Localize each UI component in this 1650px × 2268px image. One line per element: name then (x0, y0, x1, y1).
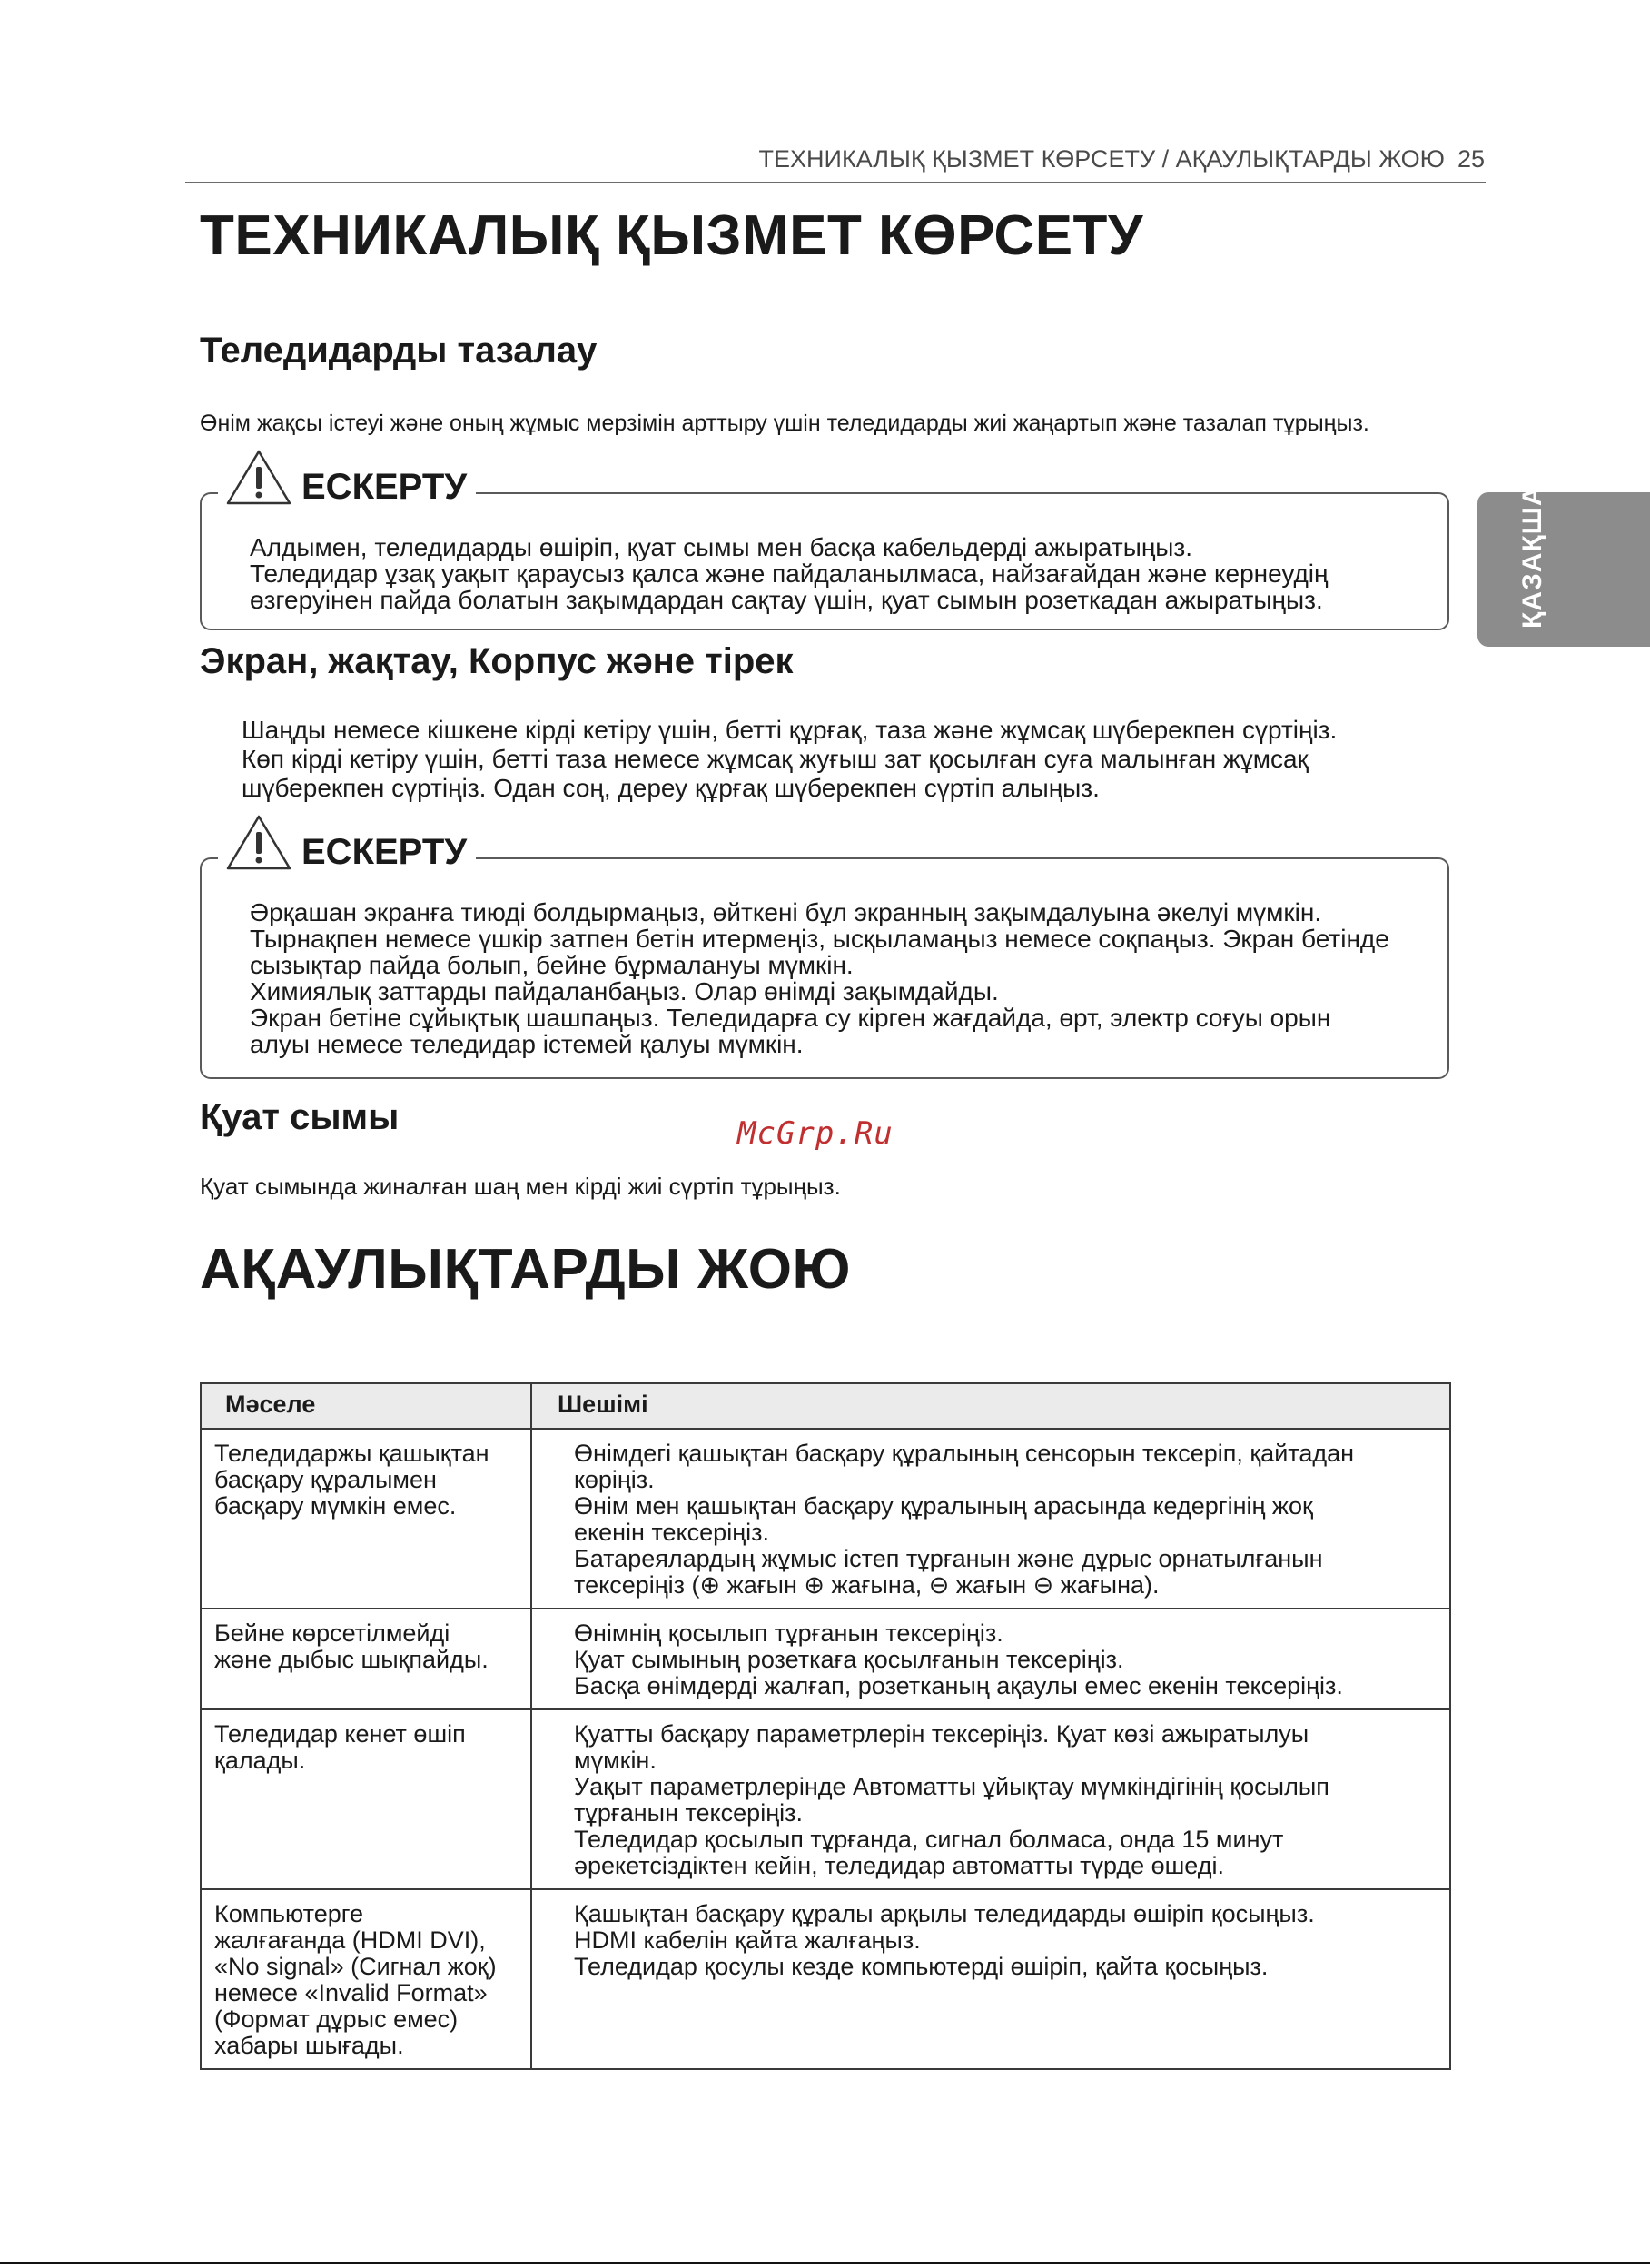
screen-title: Экран, жақтау, Корпус және тірек (200, 641, 794, 681)
screen-line: шүберекпен сүртіңіз. Одан соң, дереу құрғақ шүберекпен сүртіп алыңыз. (242, 774, 1100, 802)
running-header (759, 145, 1485, 173)
column-header-problem: Мәселе (201, 1383, 531, 1429)
problem-line: Компьютерге (214, 1900, 364, 1927)
watermark: McGrp.Ru (737, 1115, 894, 1152)
caution-2-line: Тырнақпен немесе үшкір затпен бетін итермеңіз, ысқыламаңыз немесе соқпаңыз. Экран бетінде (250, 925, 1389, 953)
solution-line: Қуатты басқару параметрлерін тексеріңіз. Қуат көзі ажыратылуы (574, 1720, 1309, 1748)
power-cord-text: Қуат сымында жиналған шаң мен кірді жиі сүртіп тұрыңыз. (200, 1173, 841, 1200)
caution-text-2 (250, 899, 1439, 1057)
solution-line: мүмкін. (574, 1747, 657, 1774)
maintenance-title: ТЕХНИКАЛЫҚ ҚЫЗМЕТ КӨРСЕТУ (200, 204, 1143, 267)
problem-cell (201, 1889, 531, 2069)
problem-line: Теледидар кенет өшіп (214, 1720, 466, 1748)
solution-cell (531, 1709, 1450, 1889)
caution-text-1 (250, 534, 1430, 613)
solution-cell (531, 1889, 1450, 2069)
warning-triangle-icon (225, 449, 292, 507)
solution-line: Өнім мен қашықтан басқару құралының арасында кедергінің жоқ (574, 1492, 1313, 1520)
caution-1-line: өзгеруінен пайда болатын зақымдардан сақтау үшін, қуат сымын розеткадан ажыратыңыз. (250, 586, 1323, 614)
problem-line: немесе «Invalid Format» (214, 1979, 488, 2006)
problem-line: хабары шығады. (214, 2032, 404, 2059)
language-tab-label: ҚАЗАҚША (1517, 485, 1547, 629)
language-tab (1477, 485, 1650, 647)
caution-2-line: Химиялық заттарды пайдаланбаңыз. Олар өнімді зақымдайды. (250, 977, 999, 1005)
problem-line: және дыбыс шықпайды. (214, 1646, 489, 1673)
power-cord-title: Қуат сымы (200, 1097, 400, 1137)
problem-cell (201, 1429, 531, 1609)
caution-2-line: алуы немесе теледидар істемей қалуы мүмкін. (250, 1030, 804, 1058)
caution-2-line: Әрқашан экранға тиюді болдырмаңыз, өйткені бұл экранның зақымдалуына әкелуі мүмкін. (250, 898, 1322, 926)
table-row (201, 1709, 1450, 1889)
troubleshooting-table (200, 1382, 1451, 2070)
caution-1-line: Алдымен, теледидарды өшіріп, қуат сымы мен басқа кабельдерді ажыратыңыз. (250, 533, 1193, 561)
solution-line: Теледидар қосылып тұрғанда, сигнал болмаса, онда 15 минут (574, 1826, 1284, 1853)
cleaning-title: Теледидарды тазалау (200, 331, 598, 371)
problem-line: «No signal» (Сигнал жоқ) (214, 1953, 497, 1980)
solution-line: екенін тексеріңіз. (574, 1519, 769, 1546)
caution-2-line: Экран бетіне сұйықтық шашпаңыз. Теледидарға су кірген жағдайда, өрт, электр соғуы орын (250, 1004, 1331, 1032)
caution-label-2: ЕСКЕРТУ (301, 832, 468, 872)
screen-text (242, 716, 1458, 803)
problem-line: жалғағанда (HDMI DVI), (214, 1926, 486, 1954)
problem-line: қалады. (214, 1747, 306, 1774)
solution-line: Қашықтан басқару құралы арқылы теледидарды өшіріп қосыңыз. (574, 1900, 1315, 1927)
solution-line: Теледидар қосулы кезде компьютерді өшіріп, қайта қосыңыз. (574, 1953, 1269, 1980)
solution-cell (531, 1609, 1450, 1709)
troubleshooting-title: АҚАУЛЫҚТАРДЫ ЖОЮ (200, 1238, 851, 1301)
problem-line: Теледидаржы қашықтан (214, 1440, 489, 1467)
cleaning-intro: Өнім жақсы істеуі және оның жұмыс мерзімін арттыру үшін теледидарды жиі жаңартып және тазалап тұрыңыз. (200, 411, 1369, 436)
solution-line: Өнімнің қосылып тұрғанын тексеріңіз. (574, 1619, 1003, 1647)
solution-line: Өнімдегі қашықтан басқару құралының сенсорын тексеріп, қайтадан (574, 1440, 1355, 1467)
caution-title-1 (218, 449, 476, 507)
solution-line: көріңіз. (574, 1466, 655, 1493)
problem-line: басқару мүмкін емес. (214, 1492, 457, 1520)
caution-title-2 (218, 814, 476, 872)
solution-line: Басқа өнімдерді жалғап, розетканың ақаулы емес екенін тексеріңіз. (574, 1672, 1343, 1699)
solution-cell (531, 1429, 1450, 1609)
table-row (201, 1429, 1450, 1609)
solution-line: Батареялардың жұмыс істеп тұрғанын және дұрыс орнатылғанын (574, 1545, 1323, 1572)
footer-rule (0, 2262, 1650, 2264)
solution-line: Уақыт параметрлерінде Автоматты ұйықтау мүмкіндігінің қосылып (574, 1773, 1329, 1800)
caution-1-line: Теледидар ұзақ уақыт қараусыз қалса және пайдаланылмаса, найзағайдан және кернеудің (250, 560, 1329, 588)
solution-line: тұрғанын тексеріңіз. (574, 1799, 803, 1827)
solution-line: HDMI кабелін қайта жалғаңыз. (574, 1926, 921, 1954)
warning-triangle-icon (225, 814, 292, 872)
screen-line: Көп кірді кетіру үшін, бетті таза немесе жұмсақ жуғыш зат қосылған суға малынған жұмсақ (242, 745, 1309, 773)
problem-line: басқару құралымен (214, 1466, 437, 1493)
header-rule (185, 182, 1486, 183)
column-header-solution: Шешімі (531, 1383, 1450, 1429)
problem-cell (201, 1709, 531, 1889)
problem-cell (201, 1609, 531, 1709)
table-header-row (201, 1383, 1450, 1429)
solution-line: Қуат сымының розеткаға қосылғанын тексеріңіз. (574, 1646, 1124, 1673)
caution-2-line: сызықтар пайда болып, бейне бұрмалануы мүмкін. (250, 951, 854, 979)
solution-line: әрекетсіздіктен кейін, теледидар автоматты түрде өшеді. (574, 1852, 1224, 1879)
table-row (201, 1609, 1450, 1709)
problem-line: (Формат дұрыс емес) (214, 2006, 459, 2033)
screen-line: Шаңды немесе кішкене кірді кетіру үшін, бетті құрғақ, таза және жұмсақ шүберекпен сүртіңіз. (242, 716, 1338, 744)
page-number: 25 (1457, 145, 1485, 173)
solution-line: тексеріңіз (⊕ жағын ⊕ жағына, ⊖ жағын ⊖ жағына). (574, 1571, 1160, 1599)
table-row (201, 1889, 1450, 2069)
problem-line: Бейне көрсетілмейді (214, 1619, 450, 1647)
running-header-section: ТЕХНИКАЛЫҚ ҚЫЗМЕТ КӨРСЕТУ / АҚАУЛЫҚТАРДЫ ЖОЮ (758, 145, 1445, 173)
caution-label-1: ЕСКЕРТУ (301, 467, 468, 507)
